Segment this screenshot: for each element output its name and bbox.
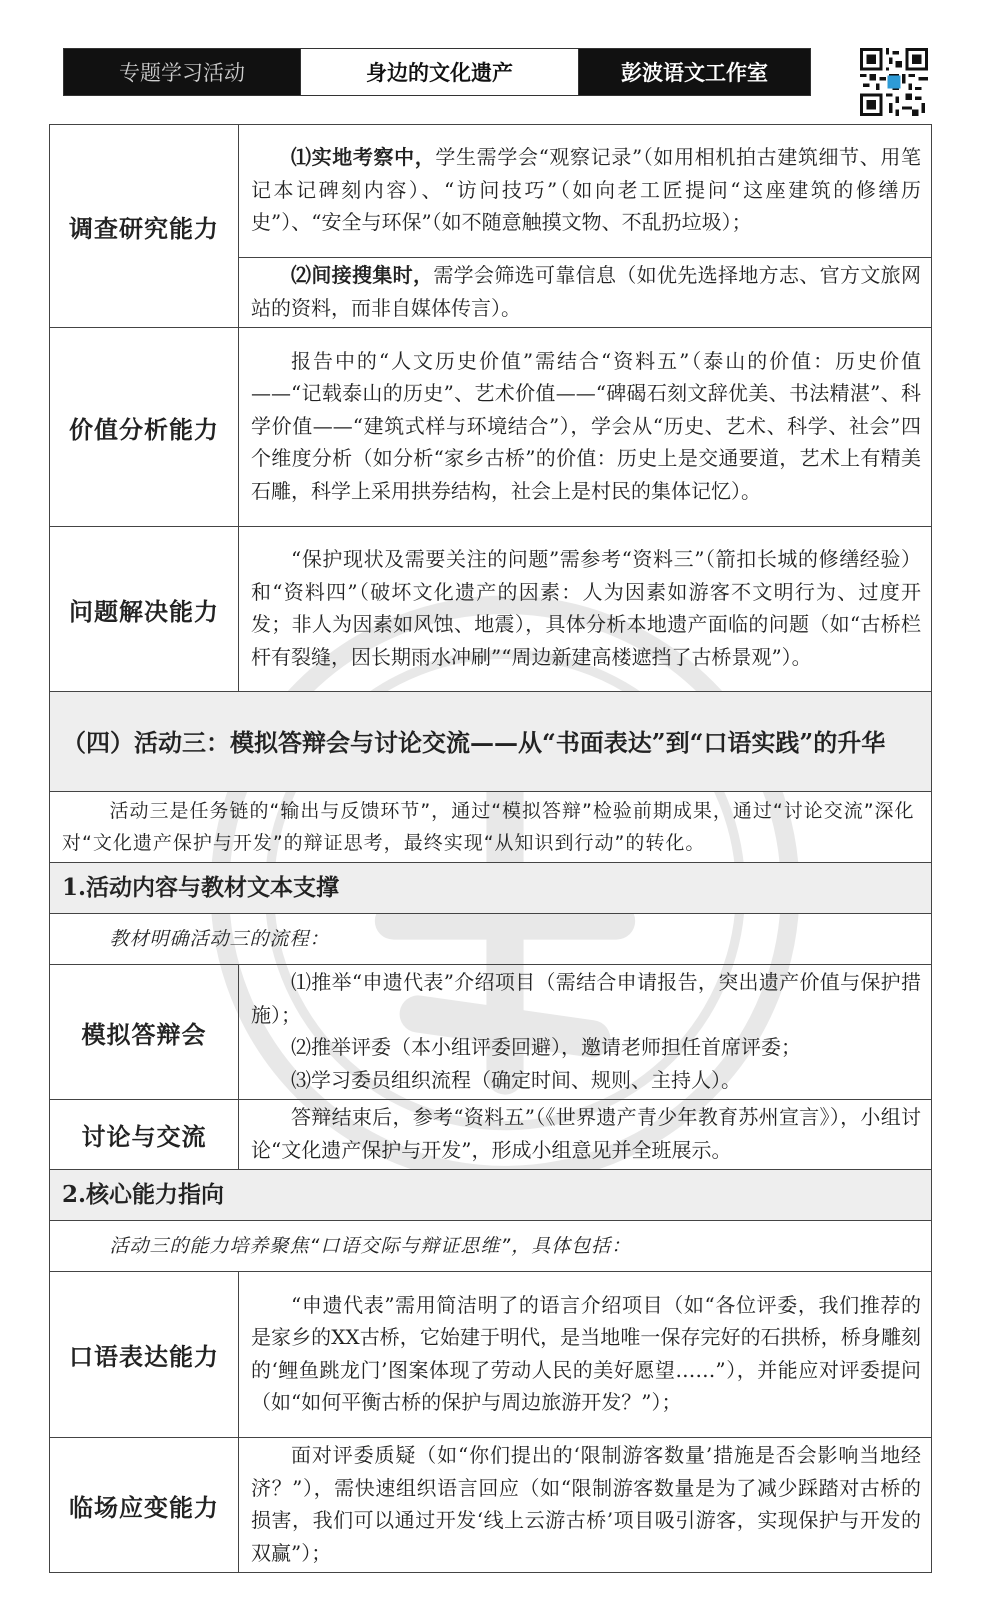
header-topic: 专题学习活动: [64, 49, 300, 95]
label-discuss: 讨论与交流: [50, 1100, 239, 1170]
section4-intro: 活动三是任务链的“输出与反馈环节”，通过“模拟答辩”检验前期成果，通过“讨论交流”深化对“文化遗产保护与开发”的辩证思考，最终实现“从知识到行动”的转化。: [50, 792, 932, 863]
table-row: [50, 792, 932, 863]
label-value: 价值分析能力: [50, 328, 239, 527]
investigate-field-body: 学生需学会“观察记录”（如用相机拍古建筑细节、用笔记本记碑刻内容）、“访问技巧”（如向老工匠提问“这座建筑的修缮历史”）、“安全与环保”（如不随意触摸文物、不乱扔垃圾）；: [251, 145, 922, 235]
header-title: 身边的文化遗产: [300, 49, 579, 95]
discuss-text: 答辩结束后，参考“资料五”（《世界遗产青少年教育苏州宣言》），小组讨论“文化遗产保护与开发”，形成小组意见并全班展示。: [239, 1100, 932, 1170]
table-row: [50, 863, 932, 914]
label-oral: 口语表达能力: [50, 1272, 239, 1438]
table-row: [50, 125, 932, 258]
investigate-field-text: [239, 125, 932, 258]
content-table: [49, 124, 932, 1573]
oral-text: “申遗代表”需用简洁明了的语言介绍项目（如“各位评委，我们推荐的是家乡的XX古桥，它始建于明代，是当地唯一保存完好的石拱桥，桥身雕刻的‘鲤鱼跳龙门’图案体现了劳动人民的美好愿望……”），并能应对评委提问（如“如何平衡古桥的保护与周边旅游开发？”）；: [239, 1272, 932, 1438]
investigate-indirect-body: 需学会筛选可靠信息（如优先选择地方志、官方文旅网站的资料，而非自媒体传言）。: [251, 263, 922, 320]
value-text: 报告中的“人文历史价值”需结合“资料五”（泰山的价值：历史价值——“记载泰山的历史”、艺术价值——“碑碣石刻文辞优美、书法精湛”、科学价值——“建筑式样与环境结合”），学会从“历史、艺术、科学、社会”四个维度分析（如分析“家乡古桥”的价值：历史上是交通要道，艺术上有精美石雕，科学上采用拱券结构，社会上是村民的集体记忆）。: [239, 328, 932, 527]
table-row: [50, 328, 932, 527]
investigate-indirect-lead: ⑵间接搜集时，: [291, 263, 434, 287]
sub2-title: 2.核心能力指向: [50, 1170, 932, 1221]
table-row: [50, 1100, 932, 1170]
label-defense: 模拟答辩会: [50, 965, 239, 1100]
label-investigate: 调查研究能力: [50, 125, 239, 328]
table-row: [50, 692, 932, 792]
qr-code-icon: [860, 48, 928, 116]
table-row: [50, 1221, 932, 1272]
table-row: [50, 965, 932, 1100]
sub1-note: 教材明确活动三的流程：: [50, 914, 932, 965]
table-row: [50, 1170, 932, 1221]
defense-step: ⑴推举“申遗代表”介绍项目（需结合申请报告，突出遗产价值与保护措施）；: [251, 970, 921, 1027]
page-header: [63, 48, 811, 96]
table-row: [50, 1272, 932, 1438]
section4-title: （四）活动三：模拟答辩会与讨论交流——从“书面表达”到“口语实践”的升华: [50, 692, 932, 792]
investigate-indirect-text: [239, 258, 932, 328]
sub2-note: 活动三的能力培养聚焦“口语交际与辩证思维”，具体包括：: [50, 1221, 932, 1272]
defense-step: ⑵推举评委（本小组评委回避），邀请老师担任首席评委；: [291, 1035, 801, 1059]
table-row: [50, 1438, 932, 1573]
problem-text: “保护现状及需要关注的问题”需参考“资料三”（箭扣长城的修缮经验）和“资料四”（破坏文化遗产的因素：人为因素如游客不文明行为、过度开发；非人为因素如风蚀、地震），具体分析本地遗产面临的问题（如“古桥栏杆有裂缝，因长期雨水冲刷”“周边新建高楼遮挡了古桥景观”）。: [239, 527, 932, 692]
sub1-title: 1.活动内容与教材文本支撑: [50, 863, 932, 914]
header-studio: 彭波语文工作室: [579, 49, 810, 95]
table-row: [50, 527, 932, 692]
defense-steps: [239, 965, 932, 1100]
defense-step: ⑶学习委员组织流程（确定时间、规则、主持人）。: [291, 1067, 741, 1092]
table-row: [50, 914, 932, 965]
label-problem: 问题解决能力: [50, 527, 239, 692]
adapt-text: 面对评委质疑（如“你们提出的‘限制游客数量’措施是否会影响当地经济？”），需快速组织语言回应（如“限制游客数量是为了减少踩踏对古桥的损害，我们可以通过开发‘线上云游古桥’项目吸引游客，实现保护与开发的双赢”）；: [239, 1438, 932, 1573]
investigate-field-lead: ⑴实地考察中，: [291, 145, 436, 170]
label-adapt: 临场应变能力: [50, 1438, 239, 1573]
